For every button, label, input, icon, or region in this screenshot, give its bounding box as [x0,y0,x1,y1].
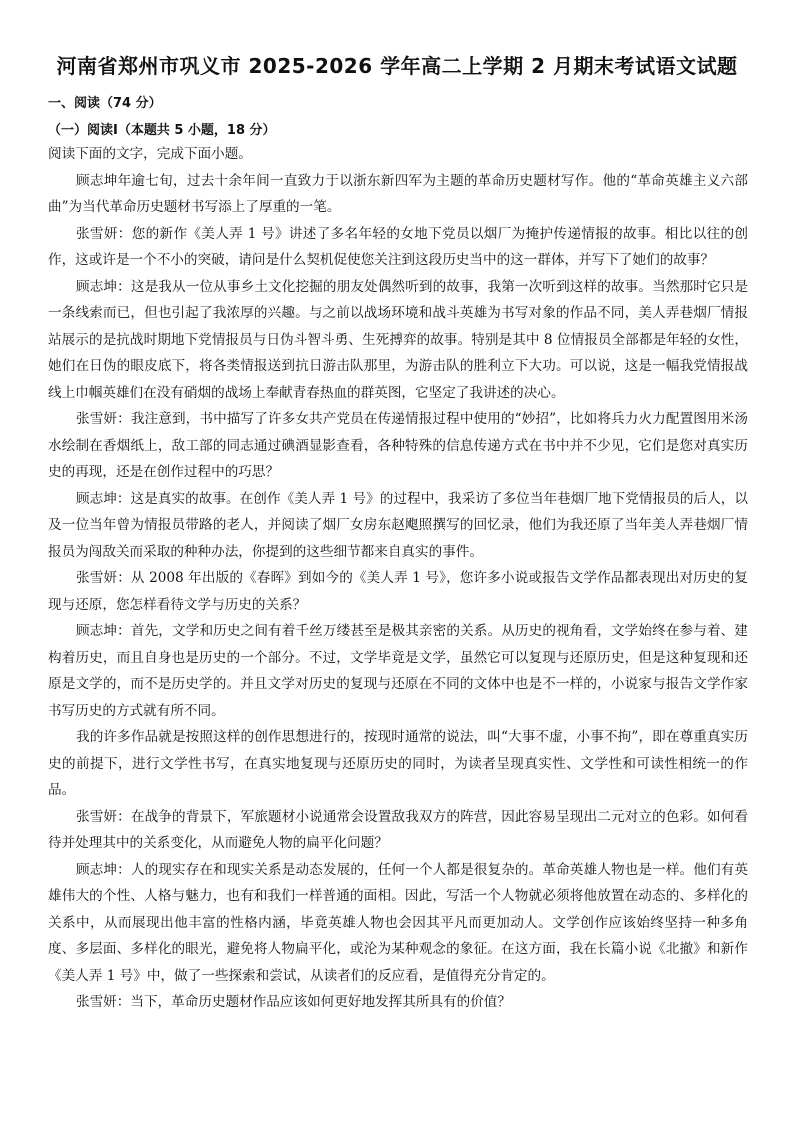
subsection-heading: （一）阅读Ⅰ（本题共 5 小题，18 分） [48,123,276,138]
interview-paragraph: 我的许多作品就是按照这样的创作思想进行的，按现时通常的说法，叫“大事不虚，小事不拘”，即在尊重真实历史的前提下，进行文学性书写，在真实地复现与还原历史的同时，为读者呈现真实性、文学性和可读性相统一的作品。 [48,729,748,798]
page-title: 河南省郑州市巩义市 2025-2026 学年高二上学期 2 月期末考试语文试题 [56,54,738,78]
interview-paragraph: 顾志坤：人的现实存在和现实关系是动态发展的，任何一个人都是很复杂的。革命英雄人物也是一样。他们有英雄伟大的个性、人格与魅力，也有和我们一样普通的面相。因此，写活一个人物就必须将他放置在动态的、多样化的关系中，从而展现出他丰富的性格内涵，毕竟英雄人物也会因其平凡而更加动人。文学创作应该始终坚持一种多角度、多层面、多样化的眼光，避免将人物扁平化，或沦为某种观念的象征。在这方面，我在长篇小说《北撤》和新作《美人弄 1 号》中，做了一些探索和尝试，从读者们的反应看，是值得充分肯定的。 [48,861,748,984]
instruction-paragraph: 阅读下面的文字，完成下面小题。 [48,146,252,162]
interview-paragraph: 张雪妍：从 2008 年出版的《春晖》到如今的《美人弄 1 号》，您许多小说或报告文学作品都表现出对历史的复现与还原，您怎样看待文学与历史的关系？ [48,570,748,613]
interview-paragraph: 张雪妍：您的新作《美人弄 1 号》讲述了多名年轻的女地下党员以烟厂为掩护传递情报的故事。相比以往的创作，这或许是一个不小的突破，请问是什么契机促使您关注到这段历史当中的这一群体，并写下了她们的故事？ [48,225,748,268]
interview-paragraph: 张雪妍：我注意到，书中描写了许多女共产党员在传递情报过程中使用的“妙招”，比如将兵力火力配置图用米汤水绘制在香烟纸上，敌工部的同志通过碘酒显影查看，各种特殊的信息传递方式在书中并不少见，它们是您对真实历史的再现，还是在创作过程中的巧思？ [48,411,748,480]
interview-paragraph: 顾志坤：首先，文学和历史之间有着千丝万缕甚至是极其亲密的关系。从历史的视角看，文学始终在参与着、建构着历史，而且自身也是历史的一个部分。不过，文学毕竟是文学，虽然它可以复现与还原历史，但是这种复现和还原是文学的，而不是历史学的。并且文学对历史的复现与还原在不同的文体中也是不一样的，小说家与报告文学作家书写历史的方式就有所不同。 [48,623,748,719]
interview-paragraph: 张雪妍：在战争的背景下，军旅题材小说通常会设置敌我双方的阵营，因此容易呈现出二元对立的色彩。如何看待并处理其中的关系变化，从而避免人物的扁平化问题？ [48,808,748,851]
passage-body [48,141,748,1016]
interview-paragraph: 顾志坤：这是我从一位从事乡土文化挖掘的朋友处偶然听到的故事，我第一次听到这样的故事。当然那时它只是一条线索而已，但也引起了我浓厚的兴趣。与之前以战场环境和战斗英雄为书写对象的作品不同，美人弄巷烟厂情报站展示的是抗战时期地下党情报员与日伪斗智斗勇、生死搏弈的故事。特别是其中 8 位情报员全部都是年轻的女性，她们在日伪的眼皮底下，将各类情报送到抗日游击队那里，为游击队的胜利立下大功。可以说，这是一幅我党情报战线上巾帼英雄们在没有硝烟的战场上奉献青春热血的群英图，它坚定了我讲述的决心。 [48,278,748,401]
interview-paragraph: 张雪妍：当下，革命历史题材作品应该如何更好地发挥其所具有的价值？ [76,994,511,1010]
intro-paragraph: 顾志坤年逾七旬，过去十余年间一直致力于以浙东新四军为主题的革命历史题材写作。他的“革命英雄主义六部曲”为当代革命历史题材书写添上了厚重的一笔。 [48,172,748,215]
interview-paragraph: 顾志坤：这是真实的故事。在创作《美人弄 1 号》的过程中，我采访了多位当年巷烟厂地下党情报员的后人，以及一位当年曾为情报员带路的老人，并阅读了烟厂女房东赵飑照撰写的回忆录，他们为我还原了当年美人弄巷烟厂情报员为闯敌关而采取的种种办法，你提到的这些细节都来自真实的事件。 [48,490,748,560]
section-heading: 一、阅读（74 分） [48,96,162,111]
